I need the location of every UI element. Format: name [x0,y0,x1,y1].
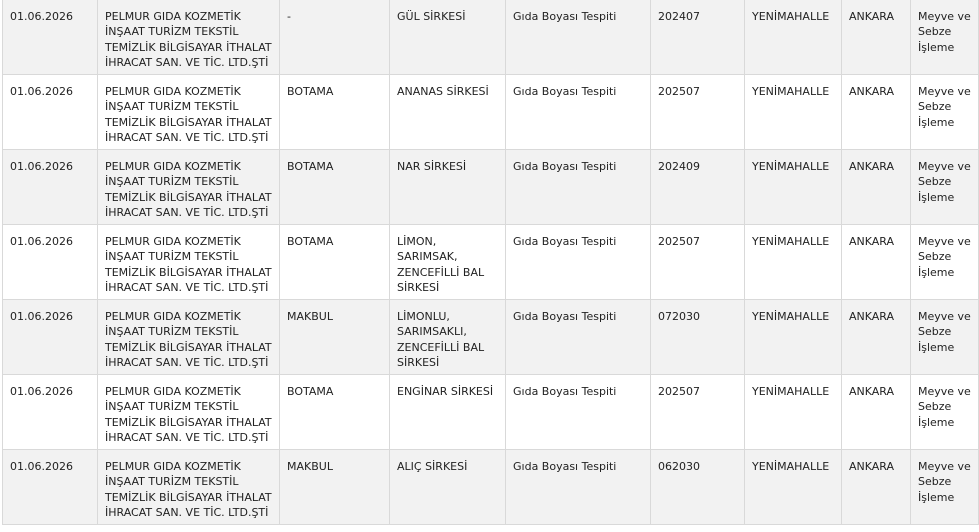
city-cell: ANKARA [842,150,911,225]
date-cell: 01.06.2026 [3,300,98,375]
city-cell: ANKARA [842,75,911,150]
sector-cell: Meyve ve Sebze İşleme [911,450,979,525]
lot-cell: 202507 [651,375,745,450]
firm-cell: PELMUR GIDA KOZMETİK İNŞAAT TURİZM TEKSTİL TEMİZLİK BİLGİSAYAR İTHALAT İHRACAT SAN. VE TİC. LTD.ŞTİ [98,375,280,450]
date-cell: 01.06.2026 [3,75,98,150]
table-row [3,0,979,75]
firm-cell: PELMUR GIDA KOZMETİK İNŞAAT TURİZM TEKSTİL TEMİZLİK BİLGİSAYAR İTHALAT İHRACAT SAN. VE TİC. LTD.ŞTİ [98,300,280,375]
table-row [3,450,979,525]
brand-cell: - [280,0,390,75]
finding-cell: Gıda Boyası Tespiti [506,225,651,300]
finding-cell: Gıda Boyası Tespiti [506,150,651,225]
brand-cell: BOTAMA [280,225,390,300]
lot-cell: 062030 [651,450,745,525]
table-row [3,375,979,450]
table-row [3,225,979,300]
product-cell: GÜL SİRKESİ [390,0,506,75]
finding-cell: Gıda Boyası Tespiti [506,375,651,450]
lot-cell: 202507 [651,75,745,150]
results-table-container [2,0,971,532]
district-cell: YENİMAHALLE [745,150,842,225]
product-cell: ANANAS SİRKESİ [390,75,506,150]
product-cell: NAR SİRKESİ [390,150,506,225]
district-cell: YENİMAHALLE [745,450,842,525]
brand-cell: MAKBUL [280,300,390,375]
lot-cell: 072030 [651,300,745,375]
firm-cell: PELMUR GIDA KOZMETİK İNŞAAT TURİZM TEKSTİL TEMİZLİK BİLGİSAYAR İTHALAT İHRACAT SAN. VE TİC. LTD.ŞTİ [98,75,280,150]
product-cell: LİMONLU, SARIMSAKLI, ZENCEFİLLİ BAL SİRKESİ [390,300,506,375]
date-cell: 01.06.2026 [3,225,98,300]
firm-cell: PELMUR GIDA KOZMETİK İNŞAAT TURİZM TEKSTİL TEMİZLİK BİLGİSAYAR İTHALAT İHRACAT SAN. VE TİC. LTD.ŞTİ [98,450,280,525]
lot-cell: 202409 [651,150,745,225]
sector-cell: Meyve ve Sebze İşleme [911,225,979,300]
date-cell: 01.06.2026 [3,375,98,450]
sector-cell: Meyve ve Sebze İşleme [911,0,979,75]
sector-cell: Meyve ve Sebze İşleme [911,300,979,375]
firm-cell: PELMUR GIDA KOZMETİK İNŞAAT TURİZM TEKSTİL TEMİZLİK BİLGİSAYAR İTHALAT İHRACAT SAN. VE TİC. LTD.ŞTİ [98,150,280,225]
brand-cell: BOTAMA [280,375,390,450]
results-table [2,0,979,525]
product-cell: LİMON, SARIMSAK, ZENCEFİLLİ BAL SİRKESİ [390,225,506,300]
date-cell: 01.06.2026 [3,150,98,225]
city-cell: ANKARA [842,375,911,450]
brand-cell: BOTAMA [280,75,390,150]
district-cell: YENİMAHALLE [745,300,842,375]
brand-cell: MAKBUL [280,450,390,525]
city-cell: ANKARA [842,0,911,75]
district-cell: YENİMAHALLE [745,225,842,300]
sector-cell: Meyve ve Sebze İşleme [911,75,979,150]
district-cell: YENİMAHALLE [745,0,842,75]
finding-cell: Gıda Boyası Tespiti [506,450,651,525]
lot-cell: 202407 [651,0,745,75]
finding-cell: Gıda Boyası Tespiti [506,0,651,75]
table-row [3,75,979,150]
finding-cell: Gıda Boyası Tespiti [506,75,651,150]
sector-cell: Meyve ve Sebze İşleme [911,150,979,225]
firm-cell: PELMUR GIDA KOZMETİK İNŞAAT TURİZM TEKSTİL TEMİZLİK BİLGİSAYAR İTHALAT İHRACAT SAN. VE TİC. LTD.ŞTİ [98,225,280,300]
firm-cell: PELMUR GIDA KOZMETİK İNŞAAT TURİZM TEKSTİL TEMİZLİK BİLGİSAYAR İTHALAT İHRACAT SAN. VE TİC. LTD.ŞTİ [98,0,280,75]
district-cell: YENİMAHALLE [745,75,842,150]
date-cell: 01.06.2026 [3,0,98,75]
city-cell: ANKARA [842,450,911,525]
district-cell: YENİMAHALLE [745,375,842,450]
results-table-body [3,0,979,525]
product-cell: ALIÇ SİRKESİ [390,450,506,525]
table-row [3,150,979,225]
date-cell: 01.06.2026 [3,450,98,525]
brand-cell: BOTAMA [280,150,390,225]
table-row [3,300,979,375]
sector-cell: Meyve ve Sebze İşleme [911,375,979,450]
city-cell: ANKARA [842,225,911,300]
finding-cell: Gıda Boyası Tespiti [506,300,651,375]
lot-cell: 202507 [651,225,745,300]
city-cell: ANKARA [842,300,911,375]
product-cell: ENGİNAR SİRKESİ [390,375,506,450]
